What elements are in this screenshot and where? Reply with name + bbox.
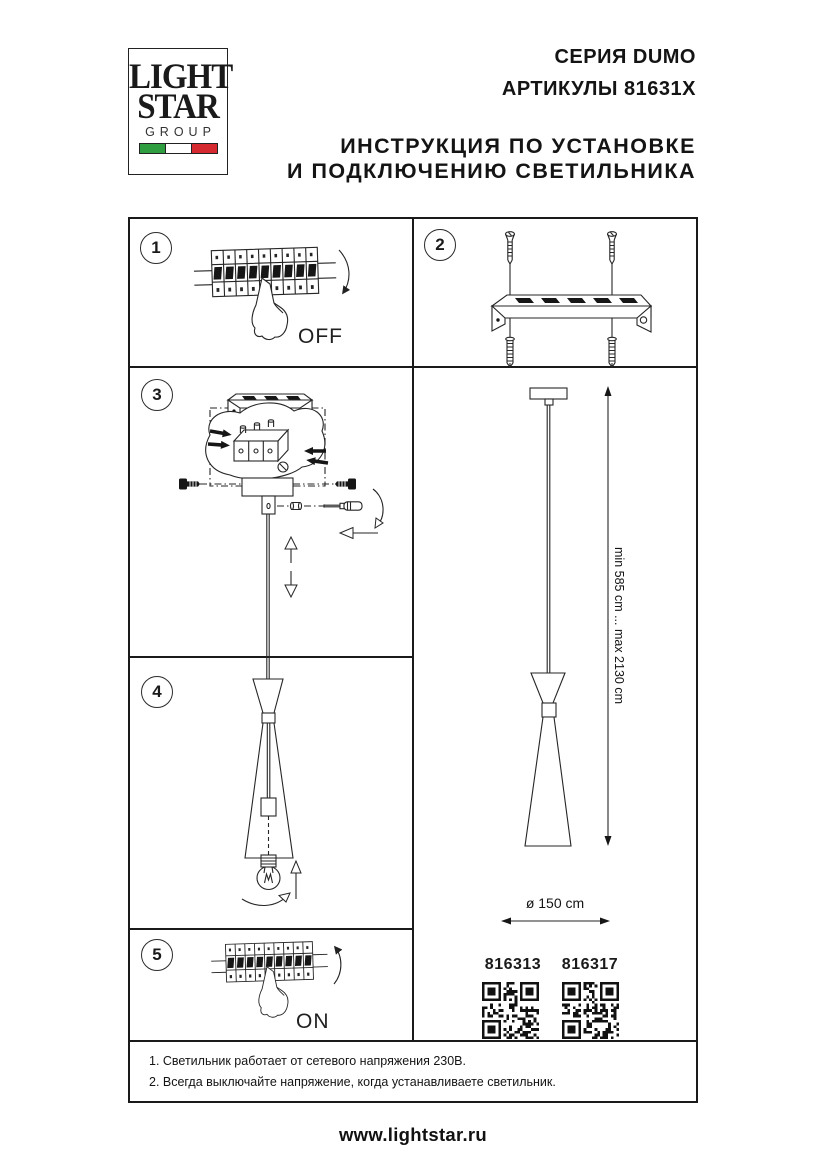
breaker-off-diagram <box>130 219 413 367</box>
logo-word-star: STAR <box>137 87 219 127</box>
pendant-overview-diagram <box>413 367 696 1041</box>
website-link: www.lightstar.ru <box>338 1124 488 1145</box>
instruction-title-line2: И ПОДКЛЮЧЕНИЮ СВЕТИЛЬНИКА <box>287 159 696 183</box>
pendant-drawing <box>525 388 571 846</box>
screw-icon <box>608 232 617 264</box>
flag-green-segment <box>140 144 165 153</box>
instruction-title-line1: ИНСТРУКЦИЯ ПО УСТАНОВКЕ <box>340 134 696 158</box>
anchor-icon <box>506 337 515 367</box>
note-line: 2. Всегда выключайте напряжение, когда устанавливаете светильник. <box>149 1075 556 1089</box>
pendant-shade <box>245 679 293 858</box>
flag-white-segment <box>165 144 192 153</box>
logo-word-light: LIGHT <box>129 57 233 97</box>
screwdriver-icon <box>277 502 362 510</box>
shade-bulb-diagram <box>130 657 413 929</box>
cord <box>267 514 269 657</box>
step-3-number: 3 <box>141 379 173 411</box>
step-4-number: 4 <box>141 676 173 708</box>
italian-flag-icon <box>139 143 218 154</box>
light-bulb-icon <box>257 855 280 890</box>
arrow-down-icon <box>339 250 349 293</box>
article-label: 816317 <box>561 956 619 973</box>
article-label: 816313 <box>484 956 542 973</box>
screw-icon <box>506 232 515 264</box>
diameter-dimension-line <box>501 918 610 925</box>
breaker-on-diagram <box>130 929 413 1041</box>
height-range-label: min 585 cm ... max 2130 cm <box>612 547 626 705</box>
qr-code <box>482 982 539 1039</box>
step-2-number: 2 <box>424 229 456 261</box>
rotate-arrow-icon <box>373 489 383 528</box>
logo-word-group: GROUP <box>145 125 216 139</box>
note-line: 1. Светильник работает от сетевого напряжения 230В. <box>149 1054 466 1068</box>
off-label: OFF <box>298 325 343 348</box>
rotate-arrow-icon <box>242 893 290 905</box>
series-title: СЕРИЯ DUMO <box>554 46 696 68</box>
on-label: ON <box>296 1010 330 1033</box>
safety-notes <box>130 1042 696 1101</box>
height-dimension-line <box>605 386 612 846</box>
step-5-number: 5 <box>141 939 173 971</box>
slide-left-arrow-icon <box>340 528 378 539</box>
arrow-up-icon <box>334 947 341 984</box>
diameter-label: ø 150 cm <box>525 895 585 911</box>
terminal-block-detail <box>206 403 329 479</box>
articles-title: АРТИКУЛЫ 81631X <box>501 78 696 100</box>
header <box>287 46 696 184</box>
screw-up-arrow-icon <box>291 861 301 899</box>
qr-code <box>562 982 619 1039</box>
canopy <box>179 478 356 514</box>
flag-red-segment <box>192 144 217 153</box>
instruction-table <box>128 217 698 1103</box>
cord <box>267 657 269 679</box>
step-1-number: 1 <box>140 232 172 264</box>
mounting-bracket <box>492 295 651 332</box>
lightstar-logo <box>128 48 233 175</box>
up-down-arrows-icon <box>285 537 297 597</box>
anchor-icon <box>608 337 617 367</box>
wiring-canopy-diagram <box>130 367 413 657</box>
